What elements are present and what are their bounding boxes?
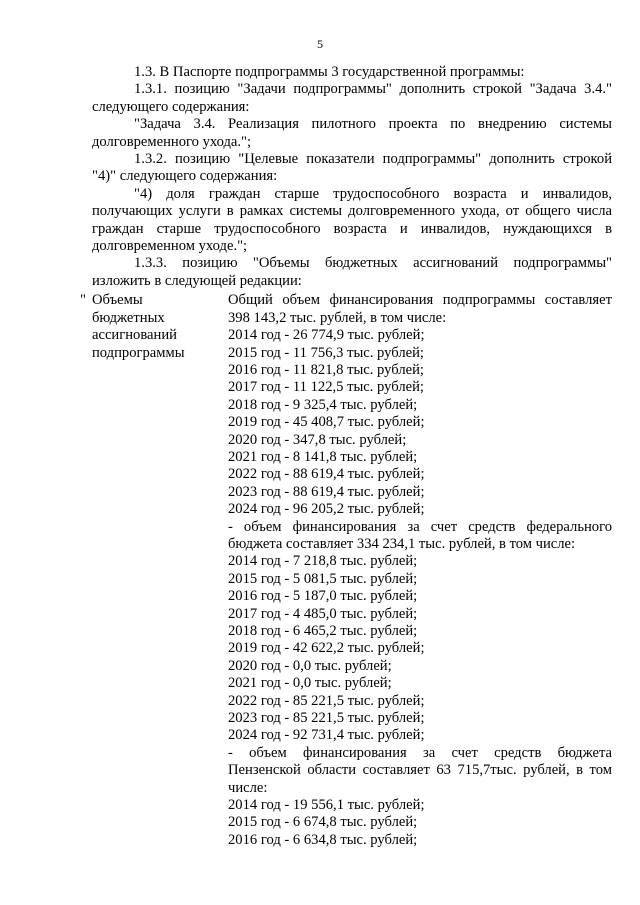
- financing-line: - объем финансирования за счет средств бюджета Пензенской области составляет 63 715,7тыс. рублей, в том числе:: [228, 744, 612, 796]
- financing-line: 2023 год - 88 619,4 тыс. рублей;: [228, 483, 425, 500]
- financing-line: 2020 год - 0,0 тыс. рублей;: [228, 657, 392, 674]
- financing-line: 2016 год - 11 821,8 тыс. рублей;: [228, 361, 424, 378]
- financing-line: 2014 год - 7 218,8 тыс. рублей;: [228, 553, 418, 570]
- document-body: [80, 64, 612, 849]
- financing-line: 2016 год - 5 187,0 тыс. рублей;: [228, 588, 418, 605]
- financing-line: Общий объем финансирования подпрограммы составляет 398 143,2 тыс. рублей, в том числе:: [228, 292, 612, 326]
- financing-line: - объем финансирования за счет средств федерального бюджета составляет 334 234,1 тыс. рублей, в том числе:: [228, 518, 612, 552]
- financing-line: 2017 год - 4 485,0 тыс. рублей;: [228, 605, 418, 622]
- paragraph: "4) доля граждан старше трудоспособного возраста и инвалидов, получающих услуги в рамках системы долговременного ухода, от общего числа граждан старше трудоспособного возраста и инвалидов, нуждающихся в долговременном уходе.";: [92, 185, 612, 255]
- page-number: 5: [317, 37, 323, 51]
- financing-line: 2016 год - 6 634,8 тыс. рублей;: [228, 831, 418, 848]
- position-name-line: бюджетных: [92, 309, 165, 326]
- financing-line: 2019 год - 45 408,7 тыс. рублей;: [228, 414, 425, 431]
- paragraph: 1.3.1. позицию "Задачи подпрограммы" дополнить строкой "Задача 3.4." следующего содержания:: [92, 81, 612, 115]
- financing-line: 2024 год - 92 731,4 тыс. рублей;: [228, 727, 425, 744]
- financing-line: 2014 год - 26 774,9 тыс. рублей;: [228, 327, 425, 344]
- financing-line: 2018 год - 6 465,2 тыс. рублей;: [228, 623, 418, 639]
- financing-details: [228, 292, 612, 849]
- paragraph: "Задача 3.4. Реализация пилотного проекта по внедрению системы долговременного ухода.";: [92, 116, 612, 150]
- paragraph: 1.3.3. позицию "Объемы бюджетных ассигнований подпрограммы" изложить в следующей редакции:: [92, 255, 612, 289]
- position-name-line: подпрограммы: [92, 344, 185, 361]
- financing-line: 2014 год - 19 556,1 тыс. рублей;: [228, 797, 425, 814]
- financing-line: 2022 год - 85 221,5 тыс. рублей;: [228, 692, 425, 709]
- financing-line: 2018 год - 9 325,4 тыс. рублей;: [228, 396, 418, 413]
- financing-line: 2015 год - 5 081,5 тыс. рублей;: [228, 570, 418, 587]
- financing-line: 2021 год - 0,0 тыс. рублей;: [228, 675, 392, 692]
- position-name-line: Объемы: [92, 292, 143, 309]
- financing-line: 2021 год - 8 141,8 тыс. рублей;: [228, 448, 418, 465]
- financing-line: 2019 год - 42 622,2 тыс. рублей;: [228, 640, 425, 657]
- financing-line: 2023 год - 85 221,5 тыс. рублей;: [228, 710, 425, 727]
- financing-line: 2017 год - 11 122,5 тыс. рублей;: [228, 379, 424, 396]
- financing-line: 2020 год - 347,8 тыс. рублей;: [228, 431, 407, 448]
- paragraph: 1.3.2. позицию "Целевые показатели подпрограммы" дополнить строкой "4)" следующего содержания:: [92, 151, 612, 185]
- financing-line: 2022 год - 88 619,4 тыс. рублей;: [228, 466, 425, 483]
- opening-quote: ": [80, 292, 86, 309]
- financing-line: 2015 год - 6 674,8 тыс. рублей;: [228, 814, 418, 831]
- budget-table: [80, 292, 612, 849]
- paragraph: 1.3. В Паспорте подпрограммы 3 государственной программы:: [134, 64, 525, 80]
- financing-line: 2024 год - 96 205,2 тыс. рублей;: [228, 501, 425, 518]
- financing-line: 2015 год - 11 756,3 тыс. рублей;: [228, 344, 424, 361]
- position-name-line: ассигнований: [92, 327, 177, 344]
- position-name: [92, 292, 222, 362]
